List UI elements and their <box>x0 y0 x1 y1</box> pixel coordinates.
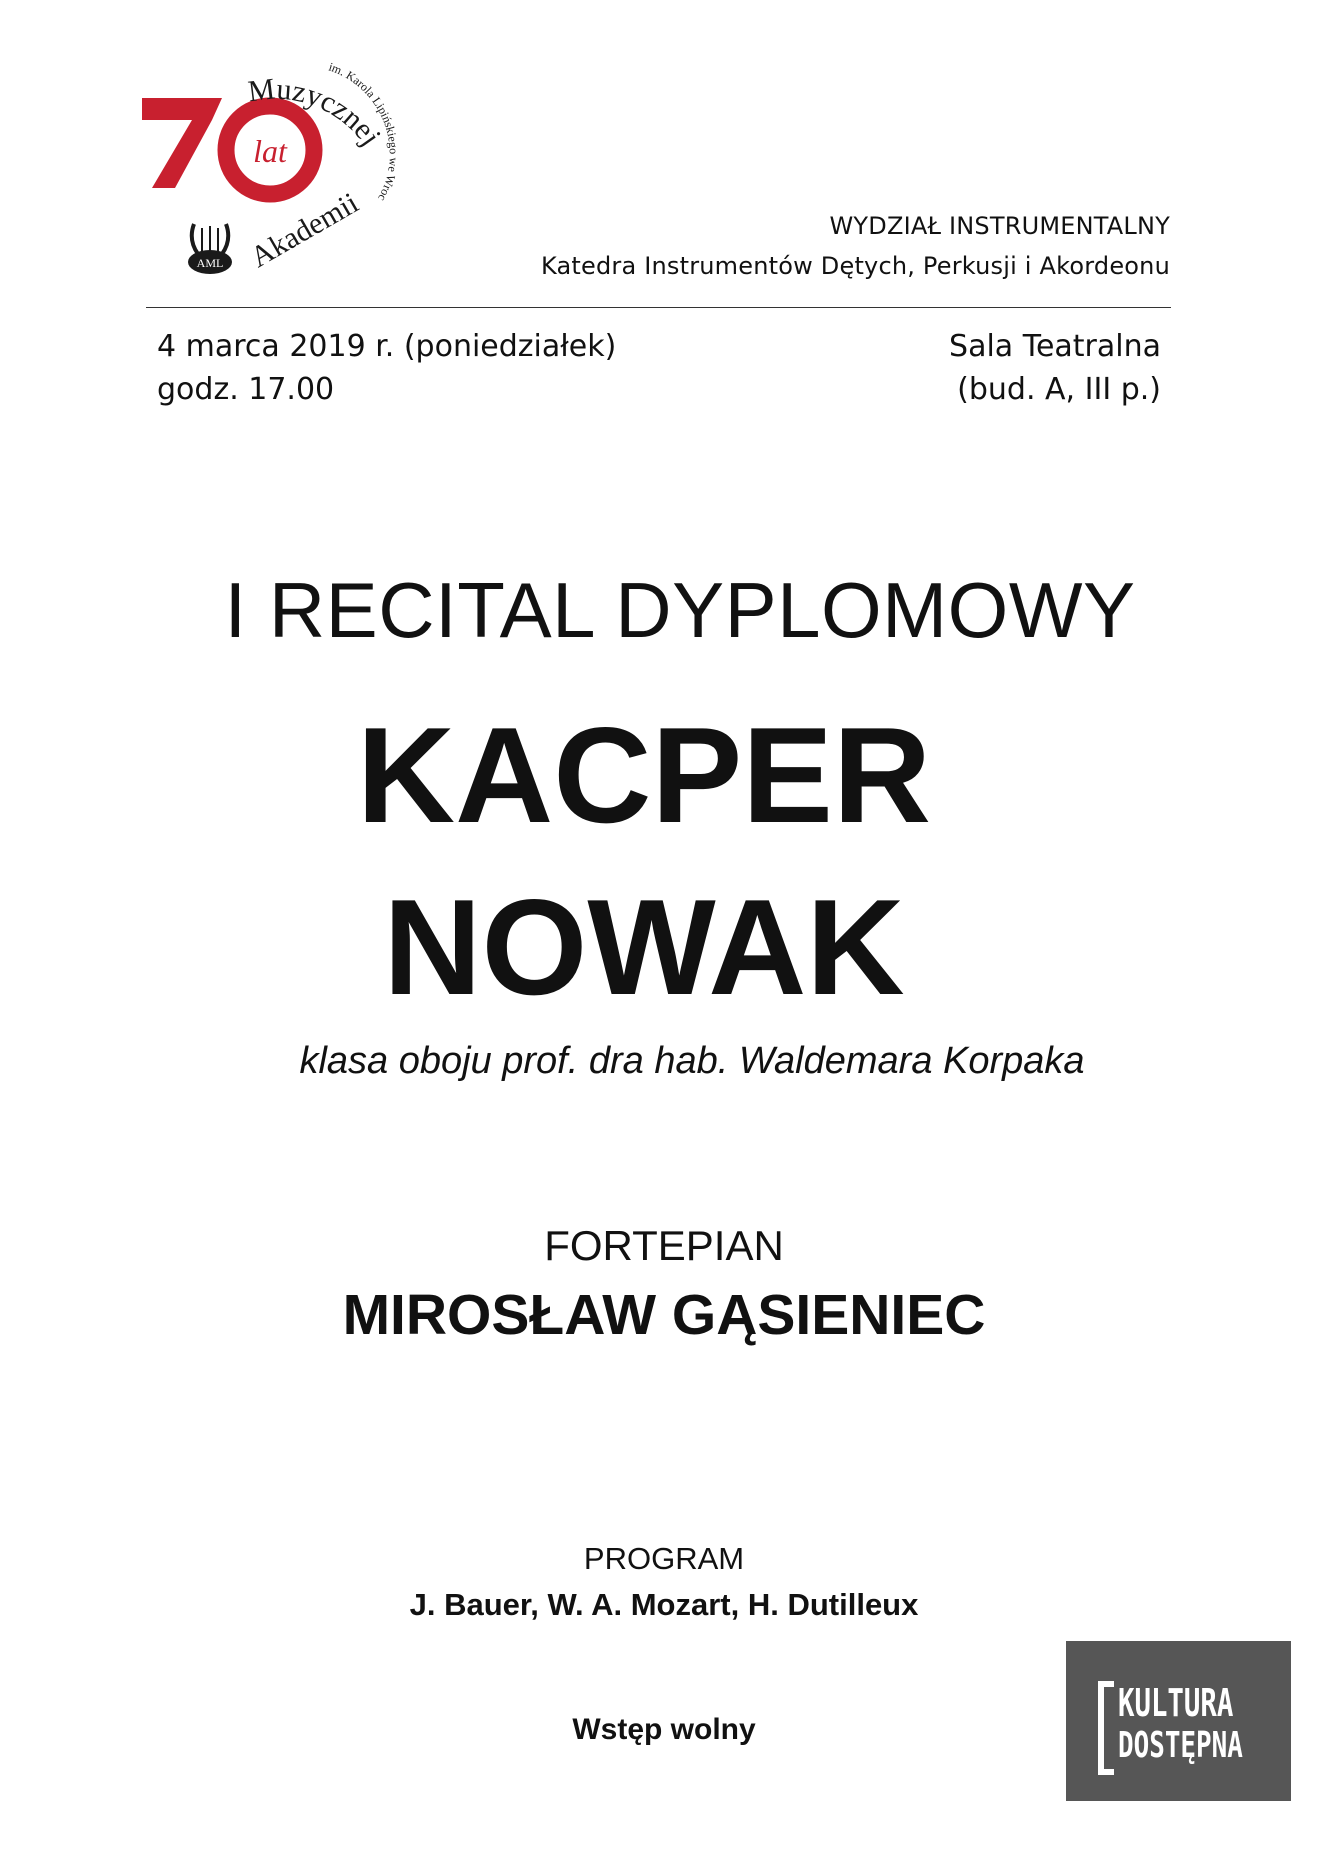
svg-text:AML: AML <box>196 256 224 270</box>
venue-detail: (bud. A, III p.) <box>957 372 1161 407</box>
performer-last-name: NOWAK <box>383 871 905 1023</box>
logo-graphic <box>130 30 430 300</box>
logo-lat-text: lat <box>253 133 287 169</box>
event-venue <box>949 325 1161 411</box>
event-time: godz. 17.00 <box>157 372 335 407</box>
academy-70-years-logo <box>130 30 430 300</box>
event-date: 4 marca 2019 r. (poniedziałek) <box>157 329 617 364</box>
accompanist-name: MIROSŁAW GĄSIENIEC <box>342 1283 986 1347</box>
chair-name: Katedra Instrumentów Dętych, Perkusji i Akordeonu <box>540 252 1170 280</box>
kultura-dostepna-badge <box>1066 1641 1291 1801</box>
logo-patron-text: im. Karola Lipińskiego we Wroc <box>326 59 401 204</box>
event-datetime <box>157 325 616 411</box>
performer-class: klasa oboju prof. dra hab. Waldemara Korpaka <box>299 1040 1085 1082</box>
recital-title: I RECITAL DYPLOMOWY <box>224 566 1136 654</box>
admission-note: Wstęp wolny <box>572 1713 756 1746</box>
header-divider <box>146 307 1171 308</box>
badge-line1: KULTURA <box>1118 1681 1234 1725</box>
logo-muzycznej-text: Muzycznej <box>246 72 388 152</box>
bracket-icon <box>1098 1681 1114 1775</box>
logo-akademii-text: Akademii <box>245 186 364 275</box>
accompanist-instrument: FORTEPIAN <box>544 1222 784 1269</box>
lyre-icon <box>188 224 232 274</box>
program-composers: J. Bauer, W. A. Mozart, H. Dutilleux <box>409 1587 919 1622</box>
department-header <box>541 212 1170 280</box>
department-name: WYDZIAŁ INSTRUMENTALNY <box>829 212 1170 240</box>
badge-line2: DOSTĘPNA <box>1118 1725 1243 1766</box>
performer-first-name: KACPER <box>356 699 932 851</box>
venue-name: Sala Teatralna <box>949 329 1161 364</box>
program-label: PROGRAM <box>583 1541 745 1576</box>
